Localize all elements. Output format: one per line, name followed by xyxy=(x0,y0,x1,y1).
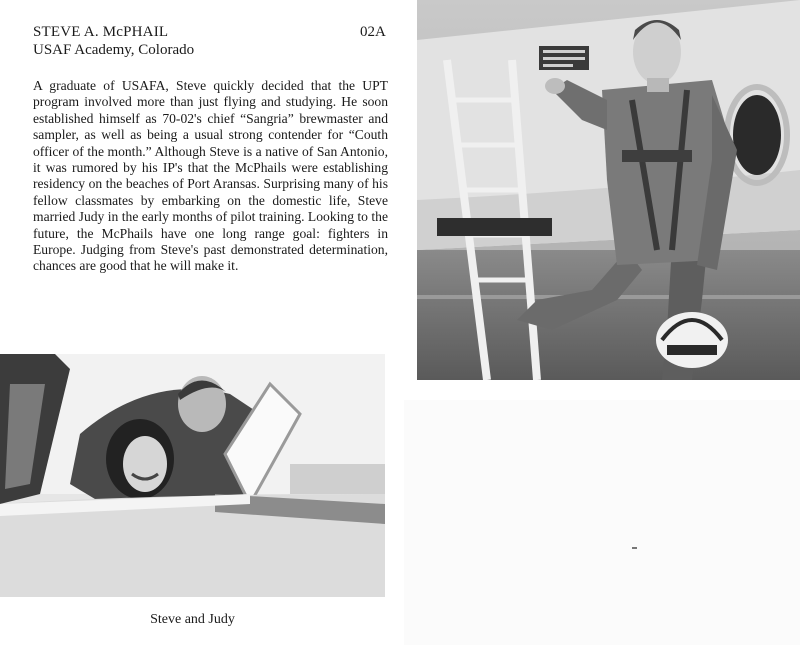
print-speck xyxy=(632,547,637,549)
couple-in-cockpit-photo xyxy=(0,354,385,597)
biography-text: A graduate of USAFA, Steve quickly decided that the UPT program involved more than just flying and studying. He soon established himself as 70-02's chief “Sangria” brewmaster and sampler, as well as being a usual strong contender for “Couth officer of the month.” Although Steve is a native of San Antonio, it was rumored by his IP's that the McPhails were establishing residency on the beaches of Port Aransas. Surprising many of his fellow classmates by embarking on the domestic life, Steve married Judy in the early months of pilot training. Looking to the future, the McPhails have one long range goal: fighters in Europe. Judging from Steve's past demonstrated determination, chances are good that he will make it. xyxy=(33,78,388,274)
pilot-portrait-image xyxy=(417,0,800,380)
page-code: 02A xyxy=(360,24,386,40)
photo-caption: Steve and Judy xyxy=(150,612,235,627)
pilot-portrait-photo xyxy=(417,0,800,380)
blank-area xyxy=(404,400,800,645)
couple-in-cockpit-image xyxy=(0,354,385,597)
student-school: USAF Academy, Colorado xyxy=(33,42,195,58)
student-name: STEVE A. McPHAIL xyxy=(33,24,169,40)
